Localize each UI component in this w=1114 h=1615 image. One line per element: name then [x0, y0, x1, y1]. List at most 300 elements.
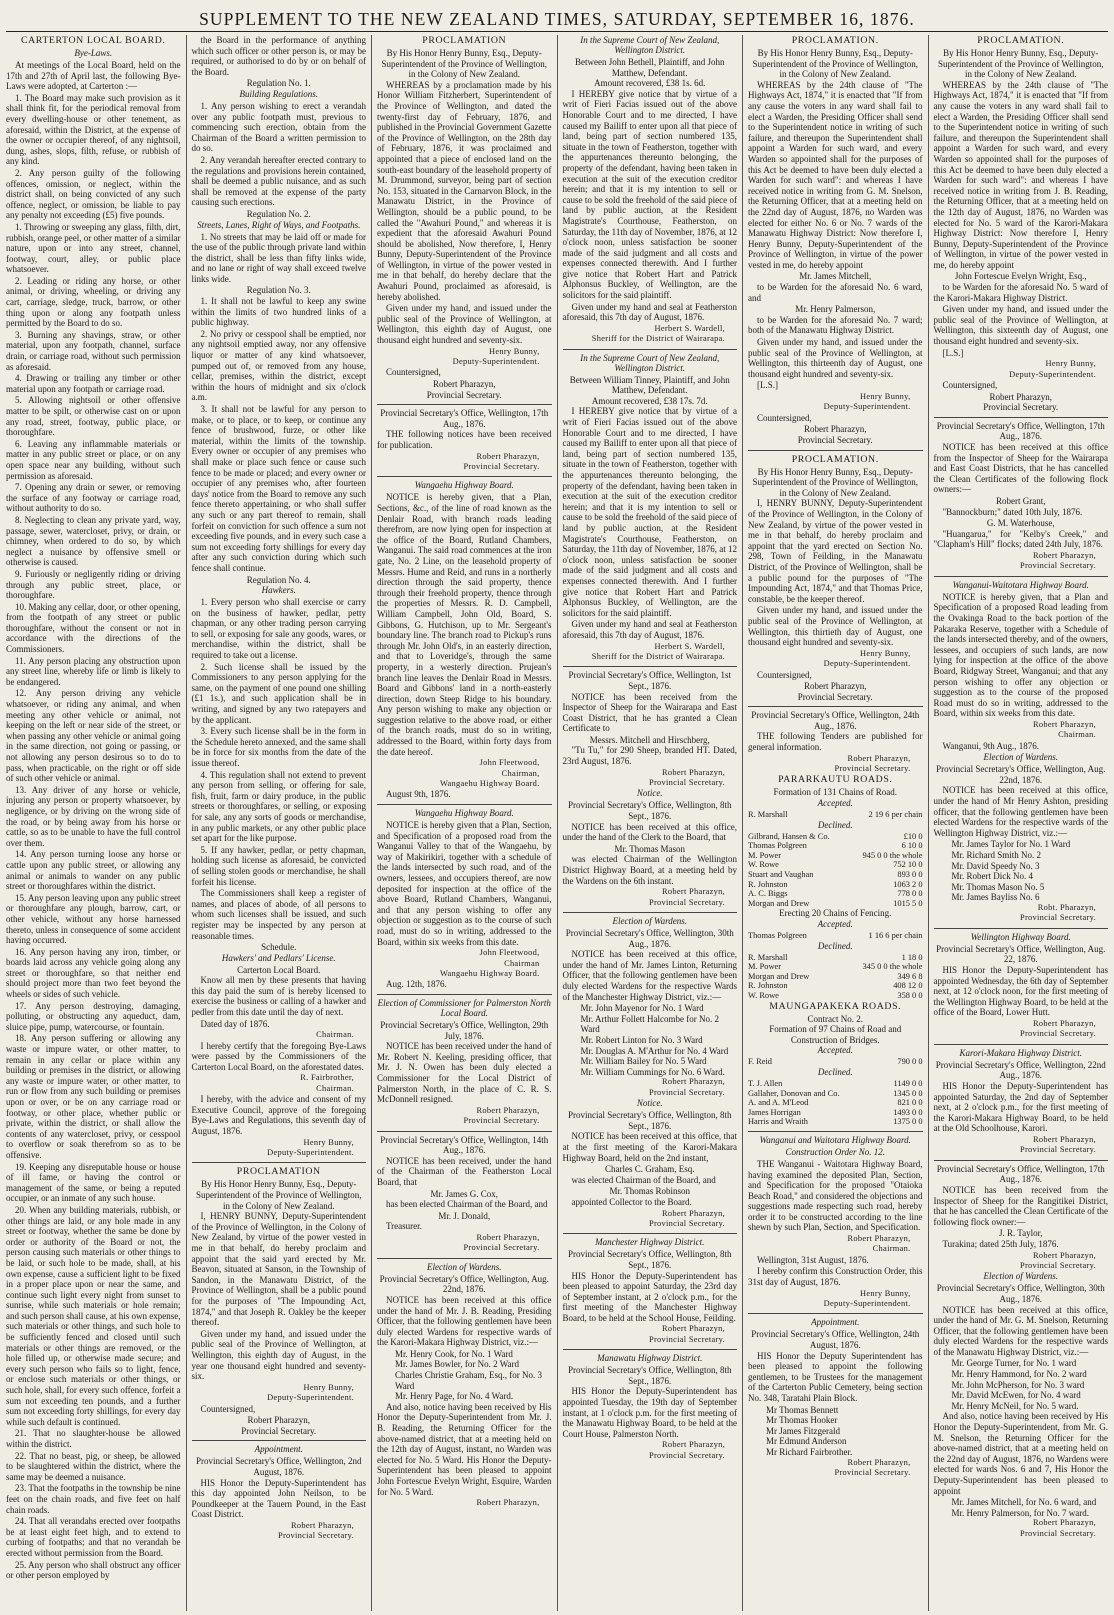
maungapakeka-subtitle: Formation of 97 Chains of Road and Construction of Bridges. — [769, 1024, 902, 1045]
proclamation-mid: to be Warden for the aforesaid No. 6 ward, and — [748, 282, 923, 303]
warden-item: Mr. George Turner, for No. 1 ward — [951, 1358, 1077, 1369]
secretary-name: Robert Pharazyn, — [804, 681, 867, 692]
bylaw-paragraph: 5. Allowing nightsoil or other offensive matter to be spilt, or otherwise cast on or upon any road, street, footway, public place, or thoroughfare. — [6, 395, 181, 438]
waitotara-board-signature: Robert Pharazyn, — [1033, 719, 1096, 729]
notice-name: Mr. Thomas Mason — [614, 843, 686, 854]
pararkautu-subtitle: Formation of 131 Chains of Road. — [773, 787, 897, 798]
court-1-amount: Amount recovered, £38 1s. 6d. — [594, 78, 706, 89]
certify-role: Chairman. — [316, 1083, 354, 1093]
waitotara-date: Wellington, 31st August, 1876. — [757, 1254, 869, 1265]
rangitikei-name: J. R. Taylor, — [998, 1228, 1043, 1239]
separator — [377, 994, 552, 995]
tender-amount: 1 18 0 — [901, 952, 923, 962]
notice-2-office: Provincial Secretary's Office, Wellington, 8th Sept., 1876. — [567, 1110, 732, 1131]
cancel-item-2: "Huangarua," for "Kelby's Creek," and "Clapham's Hill" flocks; dated 24th July, 1876. — [933, 528, 1108, 550]
karori-signature: Robert Pharazyn, — [1033, 1134, 1096, 1144]
regulation-2-title: Regulation No. 2. — [246, 208, 311, 219]
article-intro: At meetings of the Local Board, held on the 17th and 27th of April last, the following Bye-Laws were adopted, at Carterton :— — [6, 60, 181, 92]
manchester-office: Provincial Secretary's Office, Wellington, 8th Sept., 1876. — [567, 1249, 732, 1270]
tender-amount: 358 0 0 — [897, 990, 923, 1000]
election-title: Election of Wardens. — [983, 752, 1059, 763]
bylaw-paragraph: 1. The Board may make such provision as it shall think fit, for the periodical removal from every dwelling-house or other tenement, as aforesaid, within the District, at the expense of the owner or occupier thereof, of any nightsoil, dung, ashes, slops, filth, refuse, or rubbish of any kind. — [6, 92, 181, 167]
tenderer-name: W. Rowe — [748, 860, 779, 870]
tender-row — [748, 899, 923, 909]
proclamation-given: Given under my hand, and issued under the public seal of the Province of Wellington, at Wellington, this eighth day of August, one thousand eight hundred and seventy-six. — [377, 303, 552, 346]
separator — [934, 1044, 1109, 1045]
featherston-role: Provincial Secretary. — [463, 1243, 540, 1253]
bylaw-paragraph: 23. That the footpaths in the township be nine feet on the chain roads, and five feet on half chain roads. — [6, 1483, 181, 1515]
certificate-role: Provincial Secretary. — [649, 778, 725, 788]
notice-office: Provincial Secretary's Office, Wellington, 17th Aug., 1876. — [380, 408, 549, 429]
proclamation-signature: Henry Bunny, — [1045, 359, 1096, 369]
proclamation-signature: Henry Bunny, — [859, 392, 911, 401]
proclamation-text: WHEREAS by the 24th clause of "The Highways Act, 1874," it is enacted that "If from any cause the voters in any ward shall fail to elect a Warden, the Presiding Officer shall send to the Superintendent notice in writing of such failure, and thereupon the Superintendent shall appoint a Warden for such ward, and every Warden so appointed shall for the purposes of this Act be deemed to have been duly elected a Warden for such ward": and whereas I have received notice in writing from J. B. Reading, the Returning Officer, that at a meeting held on the 12th day of August, 1876, no Warden was elected for No. 5 ward of the Karori-Makara Highway District: Now therefore I, Henry Bunny, Deputy-Superintendent of the Province of Wellington, in virtue of the power vested in me, do hereby appoint — [933, 79, 1108, 270]
featherston-name-2: Mr. J. Donald, — [438, 1210, 491, 1221]
wangaehu-2-title: Wangaehu Highway Board. — [414, 808, 514, 819]
regulation-paragraph: 1. No streets that may be laid off or made for the use of the public through private land within the district, shall be less than fifty links wide, and no lane or right of way shall exceed twelve links wide. — [191, 231, 366, 284]
election-palmerston-title: Election of Commissioner for Palmerston North Local Board. — [377, 998, 551, 1018]
trustee-item: Mr Richard Fairbrother. — [766, 1447, 853, 1457]
election-palmerston-text: NOTICE has been received under the hand of Mr. Robert N. Keeling, presiding officer, that Mr. J. N. Owen has been duly elected a Commissioner for the Local District of Palmerston North, in the place of C. R. S. McDonnell resigned. — [377, 1041, 552, 1105]
tender-row — [748, 953, 923, 963]
bylaw-list — [6, 93, 181, 1581]
manchester-title: Manchester Highway District. — [595, 1237, 705, 1248]
proclamation-given: Given under my hand, and issued under the public seal of the Province of Wellington, at Wellington, this eighth day of August, in the year one thousand eight hundred and seventy-six. — [191, 1328, 366, 1382]
regulation-1-title: Regulation No. 1. — [246, 78, 311, 89]
tenders-office: Provincial Secretary's Office, Wellington, 24th Aug., 1876. — [751, 710, 920, 731]
election-text: NOTICE has been received at this office, under the hand of Mr. James Linton, Returning Officer, that the following gentlemen have been duly elected Wardens for the respective Wards of the Manchester Highway District, viz.:— — [562, 949, 737, 1002]
bylaw-paragraph: 7. Opening any drain or sewer, or removing the surface of any footway or carriage road, without authority to do so. — [6, 482, 181, 514]
schedule-subtitle: Hawkers' and Pedlars' License. — [221, 952, 336, 963]
regulation-paragraph: 1. Every person who shall exercise or carry on the business of hawker, pedlar, petty chapman, or any other trading person carrying to sell, or exposing for sale any goods, wares, or merchandise, within the district, shall be required to take out a license. — [191, 597, 366, 661]
karori-role: Provincial Secretary. — [1020, 1145, 1096, 1155]
proclamation-name: John Fortescue Evelyn Wright, Esq., — [954, 271, 1087, 282]
bylaw-paragraph: 6. Leaving any inflammable materials or matter in any public street or place, or on any open space near any building, without such permission as aforesaid. — [6, 438, 181, 481]
tender-amount: 349 6 8 — [897, 971, 923, 981]
proclamation-end: to be Warden for the aforesaid No. 7 ward; both of the Manawatu Highway District. — [748, 314, 923, 336]
column-1 — [6, 35, 186, 1611]
carterton-bylaws — [6, 35, 181, 1581]
separator — [377, 1131, 552, 1132]
masthead — [0, 0, 1114, 30]
appointed-item: Mr. Henry Palmerson, for No. 7 ward. — [951, 1507, 1089, 1518]
trustees-list — [748, 1405, 923, 1458]
masthead-rule — [6, 31, 1108, 32]
court-2-parties: Between William Tinney, Plaintiff, and John Matthew, Defendant. — [569, 374, 730, 396]
proclamation-title: PROCLAMATION. — [791, 35, 879, 46]
wellington-board-signature: Robert Pharazyn, — [1033, 1018, 1096, 1028]
election-wardens-office: Provincial Secretary's Office, Wellington, Aug. 22nd, 1876. — [379, 1273, 549, 1295]
tender-amount: 1 16 6 per chain — [868, 931, 923, 940]
warden-item: Mr. Thomas Mason No. 5 — [951, 881, 1045, 892]
column-5 — [742, 35, 928, 1611]
election-2-signature: Robert Pharazyn, — [1033, 1518, 1096, 1528]
warden-item: Mr. John Mayenor for No. 1 Ward — [580, 1003, 704, 1014]
court-1-text: I HEREBY give notice that by virtue of a writ of Fieri Facias issued out of the above Honorable Court and to me directed, I have caused my Bailiff to enter upon all that piece of land, being part of section numbered 135, situate in the town of Featherston, together with the appurtenances thereunto belonging, the property of the defendant, having been taken in execution at the suit of the execution creditor herein; and that it is my intention to sell or cause to be sold the freehold of the said piece of land by public auction, at the Resident Magistrate's Courthouse, Featherston, on Saturday, the 11th day of November, 1876, at 12 o'clock noon, unless satisfaction be sooner made of the said judgment and all costs and expenses connected therewith. And I further give notice that Robert Hart and Patrick Alphonsus Buckley, of Wellington, are the solicitors for the said plaintiff. — [562, 88, 737, 301]
separator — [377, 804, 552, 805]
proclamation-given: Given under my hand, and issued under the public seal of the Province of Wellington, at Wellington, this thirteenth day of August, one thousand eight hundred and seventy-six. — [748, 337, 923, 379]
regulation-4-title: Regulation No. 4. — [246, 574, 311, 585]
secretary-role: Provincial Secretary. — [241, 1425, 317, 1436]
proclamation-signature: Henry Bunny, — [488, 346, 540, 356]
regulation-4-list — [192, 597, 367, 941]
election-2-title: Election of Wardens. — [983, 1271, 1059, 1282]
countersigned: Countersigned, — [942, 380, 998, 391]
bylaw-paragraph: 25. Any person who shall obstruct any officer or other person employed by — [6, 1559, 181, 1581]
regulation-paragraph: The Commissioners shall keep a register of names, and places of abode, of all persons to whom such licenses shall be issued, and such register may be inspected by any person at reasonable times. — [191, 888, 366, 941]
manchester-signature: Robert Pharazyn, — [662, 1324, 725, 1334]
cancel-name-1: Robert Grant, — [996, 495, 1046, 506]
tender-row — [748, 981, 923, 991]
warden-item: Mr. Robert Dick No. 4 — [951, 871, 1033, 882]
bylaw-paragraph: 17. Any person destroying, damaging, polluting, or obstructing any aqueduct, dam, sluice pipe, pump, watercourse, or fountain. — [6, 1000, 181, 1032]
election-title: Election of Wardens. — [612, 916, 688, 927]
warden-item: Mr. Richard Smith No. 2 — [951, 850, 1041, 861]
tender-row — [748, 972, 923, 982]
court-2-text: I HEREBY give notice that by virtue of a writ of Fieri Facias issued out of the above Honorable Court and to me directed, I have caused my Bailiff to enter upon all that piece of land, being part of section numbered 135, situate in the town of Featherston, together with the appurtenances thereunto belonging, the property of the defendant, having been taken in execution at the suit of the execution creditor herein; and that it is my intention to sell or cause to be sold the freehold of the said piece of land by public auction, at the Resident Magistrate's Courthouse, Featherston, on Saturday, the 11th day of November, 1876, at 12 o'clock noon, unless satisfaction be sooner made of the said judgment and all costs and expenses connected therewith. And I further give notice that Robert Hart and Patrick Alphonsus Buckley, of Wellington, are the solicitors for the said plaintiff. — [562, 406, 737, 618]
separator — [563, 349, 738, 350]
separator — [377, 1258, 552, 1259]
bylaw-paragraph: 4. Drawing or trailing any timber or other material upon any footpath or carriage road. — [6, 373, 181, 394]
column-4 — [557, 35, 743, 1611]
confirm-text: I hereby confirm this Construction Order, this 31st day of August, 1876. — [748, 1266, 923, 1288]
bylaw-paragraph: 8. Neglecting to clean any private yard, way, passage, sewer, watercloset, privy, or drain, or chimney, when ordered to do so, by which neglect a nuisance by offensive smell or otherwise is caused. — [6, 514, 181, 568]
wardens-list — [377, 1349, 552, 1402]
regulation-paragraph: 2. Such license shall be issued by the Commissioners to any person applying for the same, on the payment of one pound one shilling (£1 1s.), and such application shall be in writing, and signed by any two ratepayers and by the applicant. — [191, 661, 366, 725]
accepted-label: Accepted. — [817, 1045, 853, 1056]
tender-row — [748, 889, 923, 899]
tenderer-name: R. Marshall — [748, 952, 788, 962]
notice-office: Provincial Secretary's Office, Wellington, 8th Sept., 1876. — [567, 800, 732, 822]
cancel-signature: Robert Pharazyn, — [1033, 550, 1096, 560]
wellington-board-office: Provincial Secretary's Office, Wellington, Aug. 22, 1876. — [936, 943, 1106, 965]
tender-amount: 1063 2 0 — [893, 879, 923, 889]
tender-row — [748, 1098, 923, 1108]
appointment-signature: Robert Pharazyn, — [291, 1520, 354, 1530]
waitotara-signature: Robert Pharazyn, — [847, 1234, 911, 1244]
tender-amount: 1015 5 0 — [893, 898, 923, 908]
schedule-board: Carterton Local Board. — [237, 964, 321, 975]
separator — [563, 1233, 738, 1234]
proclamation-role: Deputy-Superintendent. — [267, 1393, 354, 1403]
election-2-text: NOTICE has been received at this office, under the hand of Mr. G. M. Snelson, Returning Officer, that the following gentlemen have been duly elected Wardens for the respective wards of the Manawatu Highway District, viz.:— — [933, 1304, 1108, 1357]
tenderer-name: Gallaher, Donovan and Co. — [748, 1088, 840, 1098]
wangaehu-2-date: Aug. 12th, 1876. — [386, 979, 447, 990]
wangaehu-2-text: NOTICE is hereby given that a Plan, Section, and Specification of a proposed road from the Wanganui Valley to that of the Wangaehu, by way of Makirikiri, together with a schedule of the lands intersected by such road, and of the owners, lessees, and occupiers thereof, are now deposited for inspection at the office of the above Board, Rutland Chambers, Wanganui, and that any person wishing to offer any objection or suggestion as to the course of such road, must do so in writing, addressed to the Board, within six weeks from this date. — [377, 820, 552, 947]
wangaehu-signature: John Fleetwood, — [479, 758, 540, 768]
separator — [934, 928, 1109, 929]
fencing-subtitle: Erecting 20 Chains of Fencing. — [779, 908, 892, 919]
appointment-text: HIS Honor the Deputy-Superintendent has this day appointed John Neilson, to be Poundkeeper at the Tauern Pound, in the East Coast District. — [191, 1477, 366, 1520]
certificate-names: Messrs. Mitchell and Hirschberg, — [589, 734, 710, 745]
notice-role: Provincial Secretary. — [649, 897, 725, 907]
declined-label: Declined. — [817, 819, 853, 830]
continued-paragraph: the Board in the performance of anything which such officer or other person is, or may be required, or authorised to do by or on behalf of the Board. — [191, 35, 366, 77]
bylaw-paragraph: 16. Any person having any iron, timber, or boards laid across any vehicle going along any street or thoroughfare, so that neither end should project more than two feet beyond the wheels or sides of such vehicle. — [6, 946, 181, 1000]
tender-amount: 790 0 0 — [897, 1057, 923, 1067]
rangitikei-signature: Robert Pharazyn, — [1033, 1250, 1096, 1260]
bylaw-paragraph: 21. That no slaughter-house be allowed within the district. — [6, 1428, 181, 1449]
proclamation-text: I, HENRY BUNNY, Deputy-Superintendent of the Province of Wellington, in the Colony of New Zealand, by virtue of the power vested in me in that behalf, do hereby proclaim and appoint that the said yard erected by Mr. Beavon, situated at Sanson, in the Township of Sandon, in the Manawatu District, of the Province of Wellington, shall be a public pound for the purposes of "The Impounding Act, 1874," and that Joseph R. Oakley be the keeper thereof. — [191, 1211, 366, 1328]
tender-amount: 408 12 0 — [893, 981, 923, 991]
bylaw-paragraph: 3. Burning any shavings, straw, or other material, upon any footpath, channel, surface drain, or carriage road, without such permission as aforesaid. — [6, 329, 181, 372]
regulation-paragraph: 4. This regulation shall not extend to prevent any person from selling, or offering for sale, fish, fruit, farm or dairy produce, in the public streets or thoroughfares, or selling, or exposing for sale, any any sorts of goods or merchandise, in any public markets, or any other public place set apart for the like purpose. — [191, 769, 366, 844]
tender-amount: 2 19 6 per chain — [868, 810, 923, 820]
court-2-signature: Herbert S. Wardell, — [654, 641, 725, 651]
seal-mark: [L.S.] — [942, 347, 964, 358]
article-title: CARTERTON LOCAL BOARD. — [20, 35, 166, 46]
tenderer-name: A. C. Biggs — [748, 889, 788, 899]
column-3 — [371, 35, 557, 1611]
rangitikei-office: Provincial Secretary's Office, Wellington, 17th Aug., 1876. — [936, 1163, 1105, 1185]
manawatu-text: HIS Honor the Deputy-Superintendent has appointed Tuesday, the 19th day of September instant, at 1 o'clock p.m. for the first meeting of the Manawatu Highway Board, to be held at the Court House, Palmerston North. — [562, 1386, 737, 1439]
court-1-signature: Herbert S. Wardell, — [654, 323, 725, 333]
tender-table — [748, 931, 923, 941]
proclamation-name-1: Mr. James Mitchell, — [799, 271, 872, 282]
separator — [192, 1162, 367, 1163]
warden-item: Mr. John McPherson, for No. 3 ward — [951, 1379, 1085, 1390]
cancel-item-1: "Bannockburn;" dated 10th July, 1876. — [942, 506, 1083, 517]
proclamation-title: PROCLAMATION — [422, 35, 507, 46]
notice-signature: Robert Pharazyn, — [476, 451, 540, 461]
accepted-label: Accepted. — [817, 798, 853, 809]
cancel-name-2: G. M. Waterhouse, — [986, 518, 1055, 529]
countersigned: Countersigned, — [757, 412, 812, 423]
tender-amount: 945 0 0 the whole — [862, 850, 923, 860]
confirm-role: Deputy-Superintendent. — [823, 1299, 911, 1309]
approve-text: I hereby, with the advice and consent of my Executive Council, approve of the foregoing Bye-Laws and Regulations, this seventh day of August, 1876. — [191, 1094, 366, 1137]
bylaw-paragraph: 1. Throwing or sweeping any glass, filth, dirt, rubbish, orange peel, or other matter of a similar nature, upon or into any street, channel, footway, court, alley, or public place whatsoever. — [6, 221, 181, 275]
bylaw-paragraph: 18. Any person suffering or allowing any waste or impure water, or other matter, to remain in any cellar or place within any building or premises in the district, or allowing any waste or impure water, or other matter, to run or flow from any such building or premises upon or over, or be on any carriage road or footway, or other place, whether public or private, within the district, or shall allow the contents of any watercloset, privy, or cesspool to overflow or soak therefrom so as to be offensive. — [6, 1033, 181, 1160]
warden-item: Mr. David McEwen, for No. 4 ward — [951, 1390, 1081, 1401]
maungapakeka-title: MAUNGAPAKEKA ROADS. — [769, 1000, 902, 1012]
tender-row — [748, 1057, 923, 1067]
confirm-signature: Henry Bunny, — [859, 1288, 911, 1298]
waitotara-text: THE Wanganui - Waitotara Highway Board, having examined the deposited Plan, Section, and Specification for the proposed "Otaioka Beach Road," and considered the objections and suggestions made respecting such road, hereby order it to be constructed according to the line shewn by such Plan, Section, and Specification. — [748, 1158, 923, 1233]
proclamation-end: to be Warden for the aforesaid No. 5 ward of the Karori-Makara Highway District. — [933, 282, 1108, 303]
proclamation-by: By His Honor Henry Bunny, Esq., Deputy-Superintendent of the Province of Wellington, in the Colony of New Zealand. — [381, 48, 548, 80]
schedule-title: Schedule. — [261, 942, 297, 953]
rangitikei-text: NOTICE has been received from the Inspector of Sheep for the Rangitikei District, that he has cancelled the Clean Certificate of the following flock owner:— — [933, 1184, 1108, 1227]
secretary-role: Provincial Secretary. — [797, 691, 873, 702]
wardens-list — [563, 1003, 738, 1077]
appointment-role: Provincial Secretary. — [834, 1468, 911, 1477]
tenderer-name: Thomas Polgreen — [748, 931, 807, 940]
approve-signature: Henry Bunny, — [303, 1137, 354, 1147]
separator — [934, 417, 1109, 418]
bylaw-paragraph: 2. Any person guilty of the following offences, omission, or neglect, within the district shall, on being convicted of any such offence, neglect, or omission, be liable to pay any penalty not exceeding (£5) five pounds. — [6, 167, 181, 221]
tenderer-name: R. Johnston — [748, 879, 788, 889]
tenderer-name: Morgan and Drew — [748, 971, 810, 981]
election-role: Provincial Secretary. — [1020, 913, 1096, 923]
tenders-signature: Robert Pharazyn, — [847, 753, 911, 763]
bylaw-paragraph: 13. Any driver of any horse or vehicle, injuring any person or property whatsoever, by negligence, or by driving on the wrong side of the road, or by being away from his horse or cattle, so as to be unable to have the full control over them. — [6, 784, 181, 848]
tender-amount: 821 0 0 — [897, 1098, 923, 1108]
manchester-role: Provincial Secretary. — [649, 1334, 725, 1344]
election-wardens-more: And also, notice having been received by His Honor the Deputy-Superintendent from Mr. J. B. Reading, the Returning Officer for the above-named district, that at a meeting held on the 12th day of August, instant, no Warden was elected for No. 5 Ward. His Honor the Deputy-Superintendent has been pleased to appoint John Fortescue Evelyn Wright, Esquire, Warden for No. 5 Ward. — [377, 1401, 552, 1497]
declined-label: Declined. — [817, 1066, 853, 1077]
tender-table — [748, 832, 923, 909]
warden-item: Mr. James Bowler, for No. 2 Ward — [395, 1359, 519, 1370]
wellington-board-title: Wellington Highway Board. — [970, 931, 1071, 942]
bylaw-paragraph: 14. Any person turning loose any horse or cattle upon any public street, or allowing any animal or animals to wander on any public street or thoroughfares within the district. — [6, 849, 181, 892]
schedule-dated: Dated day of 1876. — [200, 1018, 270, 1029]
schedule-text: Know all men by these presents that having this day paid the sum of is hereby licensed to exercise the business or calling of a hawker and pedler from this date until the day of next. — [191, 975, 366, 1018]
warden-item: Mr. Douglas A. M'Arthur for No. 4 Ward — [580, 1045, 729, 1056]
secretary-name: Robert Pharazyn, — [989, 391, 1052, 402]
tender-row — [748, 991, 923, 1001]
bylaw-paragraph: 15. Any person leaving upon any public street or thoroughfare any plough, barrow, cart, or other vehicle, without any horse harnessed thereto, unless in consequence of some accident having occurred. — [6, 892, 181, 946]
notice-text: NOTICE has been received at this office, under the hand of the Clerk to the Board, that — [562, 821, 737, 843]
notice-signature: Robert Pharazyn, — [662, 887, 725, 897]
election-role: Provincial Secretary. — [649, 1087, 725, 1097]
warden-item: Mr. Robert Linton for No. 3 Ward — [580, 1034, 703, 1045]
warden-item: Mr. Arthur Follett Halcombe for No. 2 Ward — [580, 1013, 719, 1035]
notice-more: was elected Chairman of the Wellington District Highway Board, at a meeting held by the Wardens on the 6th instant. — [562, 854, 737, 886]
wangaehu-2-board: Wangaehu Highway Board. — [440, 969, 540, 978]
election-signature: Robt. Pharazyn, — [1037, 903, 1096, 912]
tender-row — [748, 1079, 923, 1089]
notice-title: Notice. — [636, 788, 663, 799]
bylaw-paragraph: 22. That no beast, pig, or sheep, be allowed to be slaughtered within the district, where the same may be deemed a nuisance. — [6, 1450, 181, 1482]
regulation-paragraph: 3. Every such license shall be in the form in the Schedule hereto annexed, and the same shall be in force for six months from the date of the issue thereof. — [191, 726, 366, 768]
notice-2-end: appointed Collector to the Board. — [571, 1196, 692, 1207]
notice-2-signature: Robert Pharazyn, — [662, 1208, 725, 1218]
separator — [934, 576, 1109, 577]
tenderer-name: Stuart and Vaughan — [748, 870, 814, 880]
proclamation-2-title: PROCLAMATION. — [791, 453, 879, 465]
separator — [563, 666, 738, 667]
tender-amount: £10 0 — [903, 831, 923, 841]
tender-row — [748, 880, 923, 890]
seal-mark: [L.S.] — [757, 380, 778, 391]
election-text: NOTICE has been received at this office, under the hand of Mr Henry Ashton, presiding officer, that the following gentlemen have been elected Wardens for the respective wards of the Wellington Highway District, viz.:— — [933, 785, 1108, 838]
separator — [748, 1313, 923, 1314]
appointment-title: Appointment. — [811, 1317, 860, 1328]
court-2-given: Given under my hand and seal at Featherston aforesaid, this 7th day of August, 1876. — [562, 619, 737, 640]
manawatu-role: Provincial Secretary. — [649, 1450, 725, 1460]
election-wardens-signature: Robert Pharazyn, — [476, 1498, 540, 1508]
separator — [748, 1131, 923, 1132]
karori-title: Karori-Makara Highway District. — [959, 1047, 1082, 1058]
appointment-signature: Robert Pharazyn, — [847, 1457, 911, 1467]
wardens-list — [934, 839, 1109, 903]
tender-row — [748, 962, 923, 972]
countersigned: Countersigned, — [200, 1403, 256, 1414]
waitotara-role: Chairman. — [872, 1244, 911, 1254]
regulation-1-list — [192, 101, 367, 208]
election-palmerston-role: Provincial Secretary. — [463, 1116, 540, 1126]
warden-item: Mr. Henry Page, for No. 4 Ward. — [395, 1391, 514, 1402]
appointment-role: Provincial Secretary. — [278, 1531, 354, 1541]
appointed-item: Mr. James Mitchell, for No. 6 ward, and — [951, 1497, 1097, 1508]
trustee-item: Mr Edmund Anderson — [766, 1436, 847, 1447]
cancel-role: Provincial Secretary. — [1020, 561, 1096, 571]
maungapakeka-contract: Contract No. 2. — [807, 1013, 863, 1024]
tender-amount: 345 0 0 the whole — [862, 962, 923, 972]
proclamation-text: WHEREAS by a proclamation made by his Honor William Fitzherbert, Superintendent of the Province of Wellington, and dated the twenty-first day of February, 1876, and published in the Provincial Government Gazette of the Province of Wellington, on the 28th day of February, 1876, it was proclaimed and appointed that a piece of enclosed land on the south-east boundary of the leasehold property of M. Drummond, surveyor, being part of section No. 153, situated in the Carnarvon Block, in the Manawatu District, in the Province of Wellington, should be a public pound, to be called the "Awahuri Pound," and whereas it is expedient that the aforesaid Awahuri Pound should be abolished, Now therefore, I, Henry Bunny, Deputy-Superintendent of the Province of Wellington, in virtue of the power vested in me in that behalf, do hereby declare that the Awahuri Pound, proclaimed as aforesaid, is hereby abolished. — [377, 79, 552, 302]
karori-text: HIS Honor the Deputy-Superintendent has appointed Saturday, the 2nd day of September next, at 2 o'clock p.m., for the first meeting of the Karori-Makara Highway Board, to be held at the Old Schoolhouse, Karori. — [933, 1080, 1108, 1134]
wangaehu-role: Chairman, — [501, 768, 540, 778]
tender-row — [748, 810, 923, 820]
tenderer-name: W. Rowe — [748, 990, 779, 1000]
notice-2-name-1: Charles C. Graham, Esq. — [605, 1164, 695, 1175]
court-1-title: In the Supreme Court of New Zealand, Wellington District. — [580, 35, 720, 55]
election-2-role: Provincial Secretary. — [1020, 1528, 1096, 1538]
certify-signature: R. Fairbrother, — [300, 1073, 354, 1083]
bylaw-paragraph: 9. Furiously or negligently riding or driving through any public street, place, or thoroughfare. — [6, 568, 181, 601]
tender-row — [748, 870, 923, 880]
regulation-paragraph: 3. It shall not be lawful for any person to make, or to place, or to keep, or continue any fence of brushwood, furze, or other like material, within the limits of the township. Every owner or occupier of any premises who shall make or place such fence or cause such fence to be made or placed; and every owner or occupier of any premises who, after fourteen days' notice from the Board to remove any such fence thereto appertaining, or who shall suffer any such or any part thereof to remain, shall forfeit on conviction for such offence a sum not exceeding five pounds, and in every such case a sum not exceeding forty shillings for every day after any such conviction during which such fence shall continue. — [191, 404, 366, 573]
karori-office: Provincial Secretary's Office, Wellington, 22nd Aug., 1876. — [935, 1059, 1106, 1081]
masthead-title: SUPPLEMENT TO THE NEW ZEALAND TIMES, SATURDAY, SEPTEMBER 16, 1876. — [199, 9, 915, 29]
proclamation-role: Deputy-Superintendent. — [452, 357, 540, 367]
proclamation-given: Given under my hand, and issued under the public seal of the Province of Wellington, at Wellington, this sixteenth day of August, one thousand eight hundred and seventy-six. — [933, 304, 1108, 347]
election-palmerston-office: Provincial Secretary's Office, Wellington, 29th July, 1876. — [380, 1020, 549, 1041]
warden-item: Mr. William Bailey for No. 5 Ward — [580, 1056, 707, 1067]
waitotara-board-title: Wanganui-Waitotara Highway Board. — [952, 579, 1089, 590]
column-6 — [928, 35, 1109, 1611]
tenderer-name: Gilbrand, Hansen & Co. — [748, 831, 830, 841]
warden-item: Mr. James Taylor for No. 1 Ward — [951, 839, 1071, 850]
accepted-label: Accepted. — [817, 919, 853, 929]
tender-amount: 1375 0 0 — [893, 1117, 923, 1127]
certificate-text: NOTICE has been received from the Inspector of Sheep for the Wairarapa and East Coast District, that he has granted a Clean Certificate to — [562, 691, 737, 734]
notice-2-mid: was elected Chairman of the Board, and — [571, 1174, 716, 1185]
election-signature: Robert Pharazyn, — [662, 1077, 725, 1087]
court-1-parties: Between John Bethell, Plaintiff, and John Matthew, Defendant. — [574, 57, 725, 78]
warden-item: Mr. David Speedy No. 3 — [951, 860, 1040, 871]
approve-role: Deputy-Superintendent. — [267, 1148, 354, 1158]
election-office: Provincial Secretary's Office, Wellington, Aug. 22nd, 1876. — [936, 764, 1106, 785]
proclamation-role: Deputy-Superintendent. — [823, 402, 911, 412]
court-2-title: In the Supreme Court of New Zealand, Wellington District. — [580, 352, 720, 373]
tenderer-name: A. and A. M'Leod — [748, 1098, 809, 1108]
trustee-item: Mr Thomas Bennett — [766, 1404, 839, 1415]
columns — [6, 35, 1108, 1611]
countersigned: Countersigned, — [386, 367, 441, 378]
election-office: Provincial Secretary's Office, Wellington, 30th Aug., 1876. — [565, 928, 734, 949]
regulation-paragraph: 2. Any verandah hereafter erected contrary to the regulations and provisions herein contained, shall be deemed a public nuisance, and as such shall be removed at the expense of the party causing such erections. — [191, 154, 366, 208]
election-2-office: Provincial Secretary's Office, Wellington, 30th Aug., 1876. — [936, 1283, 1105, 1304]
bylaw-paragraph: 12. Any person driving any vehicle whatsoever, or riding any animal, and when meeting any other vehicle or animal, not keeping on the left or near side of the street, or when passing any other vehicle or animal going in the same direction, not going or passing, or not allowing any person desirous so to do to pass, when practicable, on the right or off side of such other vehicle or animal. — [6, 688, 181, 784]
proclamation-by: By His Honor Henry Bunny, Esq., Deputy-Superintendent of the Province of Wellington, in the Colony of New Zealand. — [195, 1179, 362, 1211]
notice-2-text: NOTICE has been received at this office, that at the first meeting of the Karori-Makara Highway Board, held on the 2nd instant, — [562, 1131, 737, 1163]
manawatu-signature: Robert Pharazyn, — [662, 1440, 725, 1450]
regulation-2-subtitle: Streets, Lanes, Right of Ways, and Footpaths. — [197, 219, 361, 230]
manawatu-title: Manawatu Highway District. — [597, 1353, 703, 1364]
schedule-chairman: Chairman. — [316, 1030, 354, 1040]
election-palmerston-signature: Robert Pharazyn, — [476, 1105, 540, 1115]
separator — [192, 1440, 367, 1441]
tenders-role: Provincial Secretary. — [834, 764, 911, 774]
warden-item: Mr. James Bayliss No. 6 — [951, 892, 1040, 903]
tenderer-name: T. J. Allen — [748, 1078, 783, 1088]
proclamation-title: PROCLAMATION — [236, 1166, 321, 1178]
wellington-board-role: Provincial Secretary. — [1020, 1029, 1096, 1039]
appointment-office: Provincial Secretary's Office, Wellington, 2nd August, 1876. — [195, 1456, 362, 1477]
certify-text: I hereby certify that the foregoing Bye-Laws were passed by the Commissioners of the Carterton Local Board, on the aforestated dates. — [191, 1040, 366, 1072]
cancel-text: NOTICE has been received at this office from the Inspector of Sheep for the Wairarapa and East Coast Districts, that he has cancelled the Clean Certificates of the following flock owners:— — [933, 442, 1108, 495]
article-subtitle: Bye-Laws. — [74, 48, 113, 58]
featherston-text: NOTICE has been received, under the hand of the Chairman of the Featherston Local Board, that — [377, 1155, 552, 1187]
tenderer-name: Morgan and Drew — [748, 898, 810, 908]
court-1-role: Sheriff for the District of Wairarapa. — [591, 334, 725, 344]
election-2-more: And also, notice having been received by His Honor the Deputy-Superintendent, from Mr. G. M. Snelson, the Returning Officer for the above-named district, that at a meeting held on the 22nd day of August, 1876, no Wardens were elected for wards Nos. 6 and 7, His Honor the Deputy-Superintendent has been pleased to appoint — [933, 1411, 1108, 1496]
tender-table — [748, 810, 923, 820]
countersigned: Countersigned, — [757, 669, 812, 680]
certificate-signature: Robert Pharazyn, — [662, 767, 725, 777]
